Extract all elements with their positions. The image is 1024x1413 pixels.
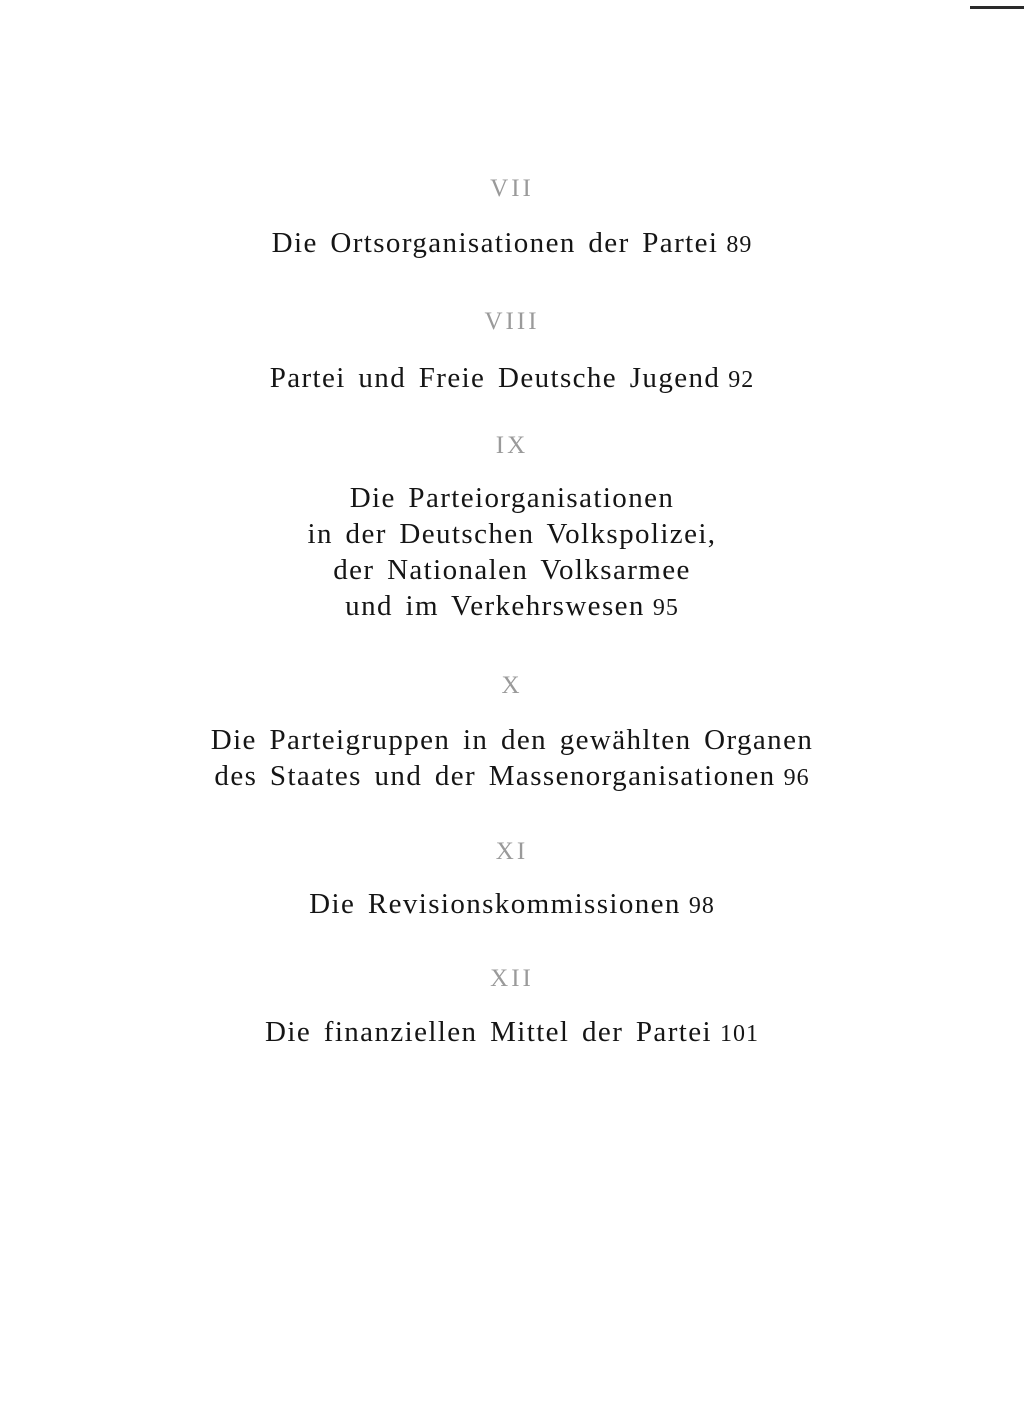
- toc-entry-ix: [0, 480, 1024, 626]
- toc-entry-line: [0, 360, 1024, 398]
- toc-entry-title: Die Revisionskommissionen: [309, 888, 681, 920]
- toc-entry-title: Die Ortsorganisationen der Partei: [271, 227, 719, 259]
- page-number: 101: [719, 1021, 759, 1047]
- section-numeral-xi: XI: [495, 838, 529, 865]
- page-number: 95: [652, 595, 679, 621]
- section-numeral-viii: VIII: [484, 308, 540, 335]
- section-numeral-ix: IX: [495, 432, 529, 459]
- toc-entry-line: in der Deutschen Volkspolizei,: [307, 518, 717, 550]
- toc-entry-title: Die finanziellen Mittel der Partei: [265, 1016, 712, 1048]
- toc-entry-line: [0, 225, 1024, 263]
- toc-entry-x: [0, 722, 1024, 796]
- toc-entry-line: [0, 886, 1024, 924]
- toc-entry-title: und im Verkehrswesen: [345, 590, 645, 622]
- toc-entry-line: [0, 758, 1024, 796]
- page-number: 92: [728, 367, 755, 393]
- page-number: 96: [783, 765, 810, 791]
- section-numeral-vii: VII: [490, 175, 534, 202]
- toc-entry-line: Die Parteigruppen in den gewählten Organen: [210, 724, 814, 756]
- section-numeral-xii: XII: [490, 965, 534, 992]
- page-number: 89: [726, 232, 753, 258]
- toc-entry-line: [0, 588, 1024, 626]
- page-number: 98: [688, 893, 715, 919]
- section-numeral-x: X: [501, 672, 523, 699]
- toc-entry-xii: [0, 1014, 1024, 1052]
- toc-entry-viii: [0, 360, 1024, 398]
- toc-entry-line: [0, 1014, 1024, 1052]
- toc-entry-title: Partei und Freie Deutsche Jugend: [269, 362, 721, 394]
- toc-entry-line: der Nationalen Volksarmee: [333, 554, 691, 586]
- toc-entry-vii: [0, 225, 1024, 263]
- scan-edge-mark: [970, 6, 1024, 9]
- toc-entry-title: des Staates und der Massenorganisationen: [214, 760, 776, 792]
- toc-entry-xi: [0, 886, 1024, 924]
- toc-entry-line: Die Parteiorganisationen: [349, 482, 675, 514]
